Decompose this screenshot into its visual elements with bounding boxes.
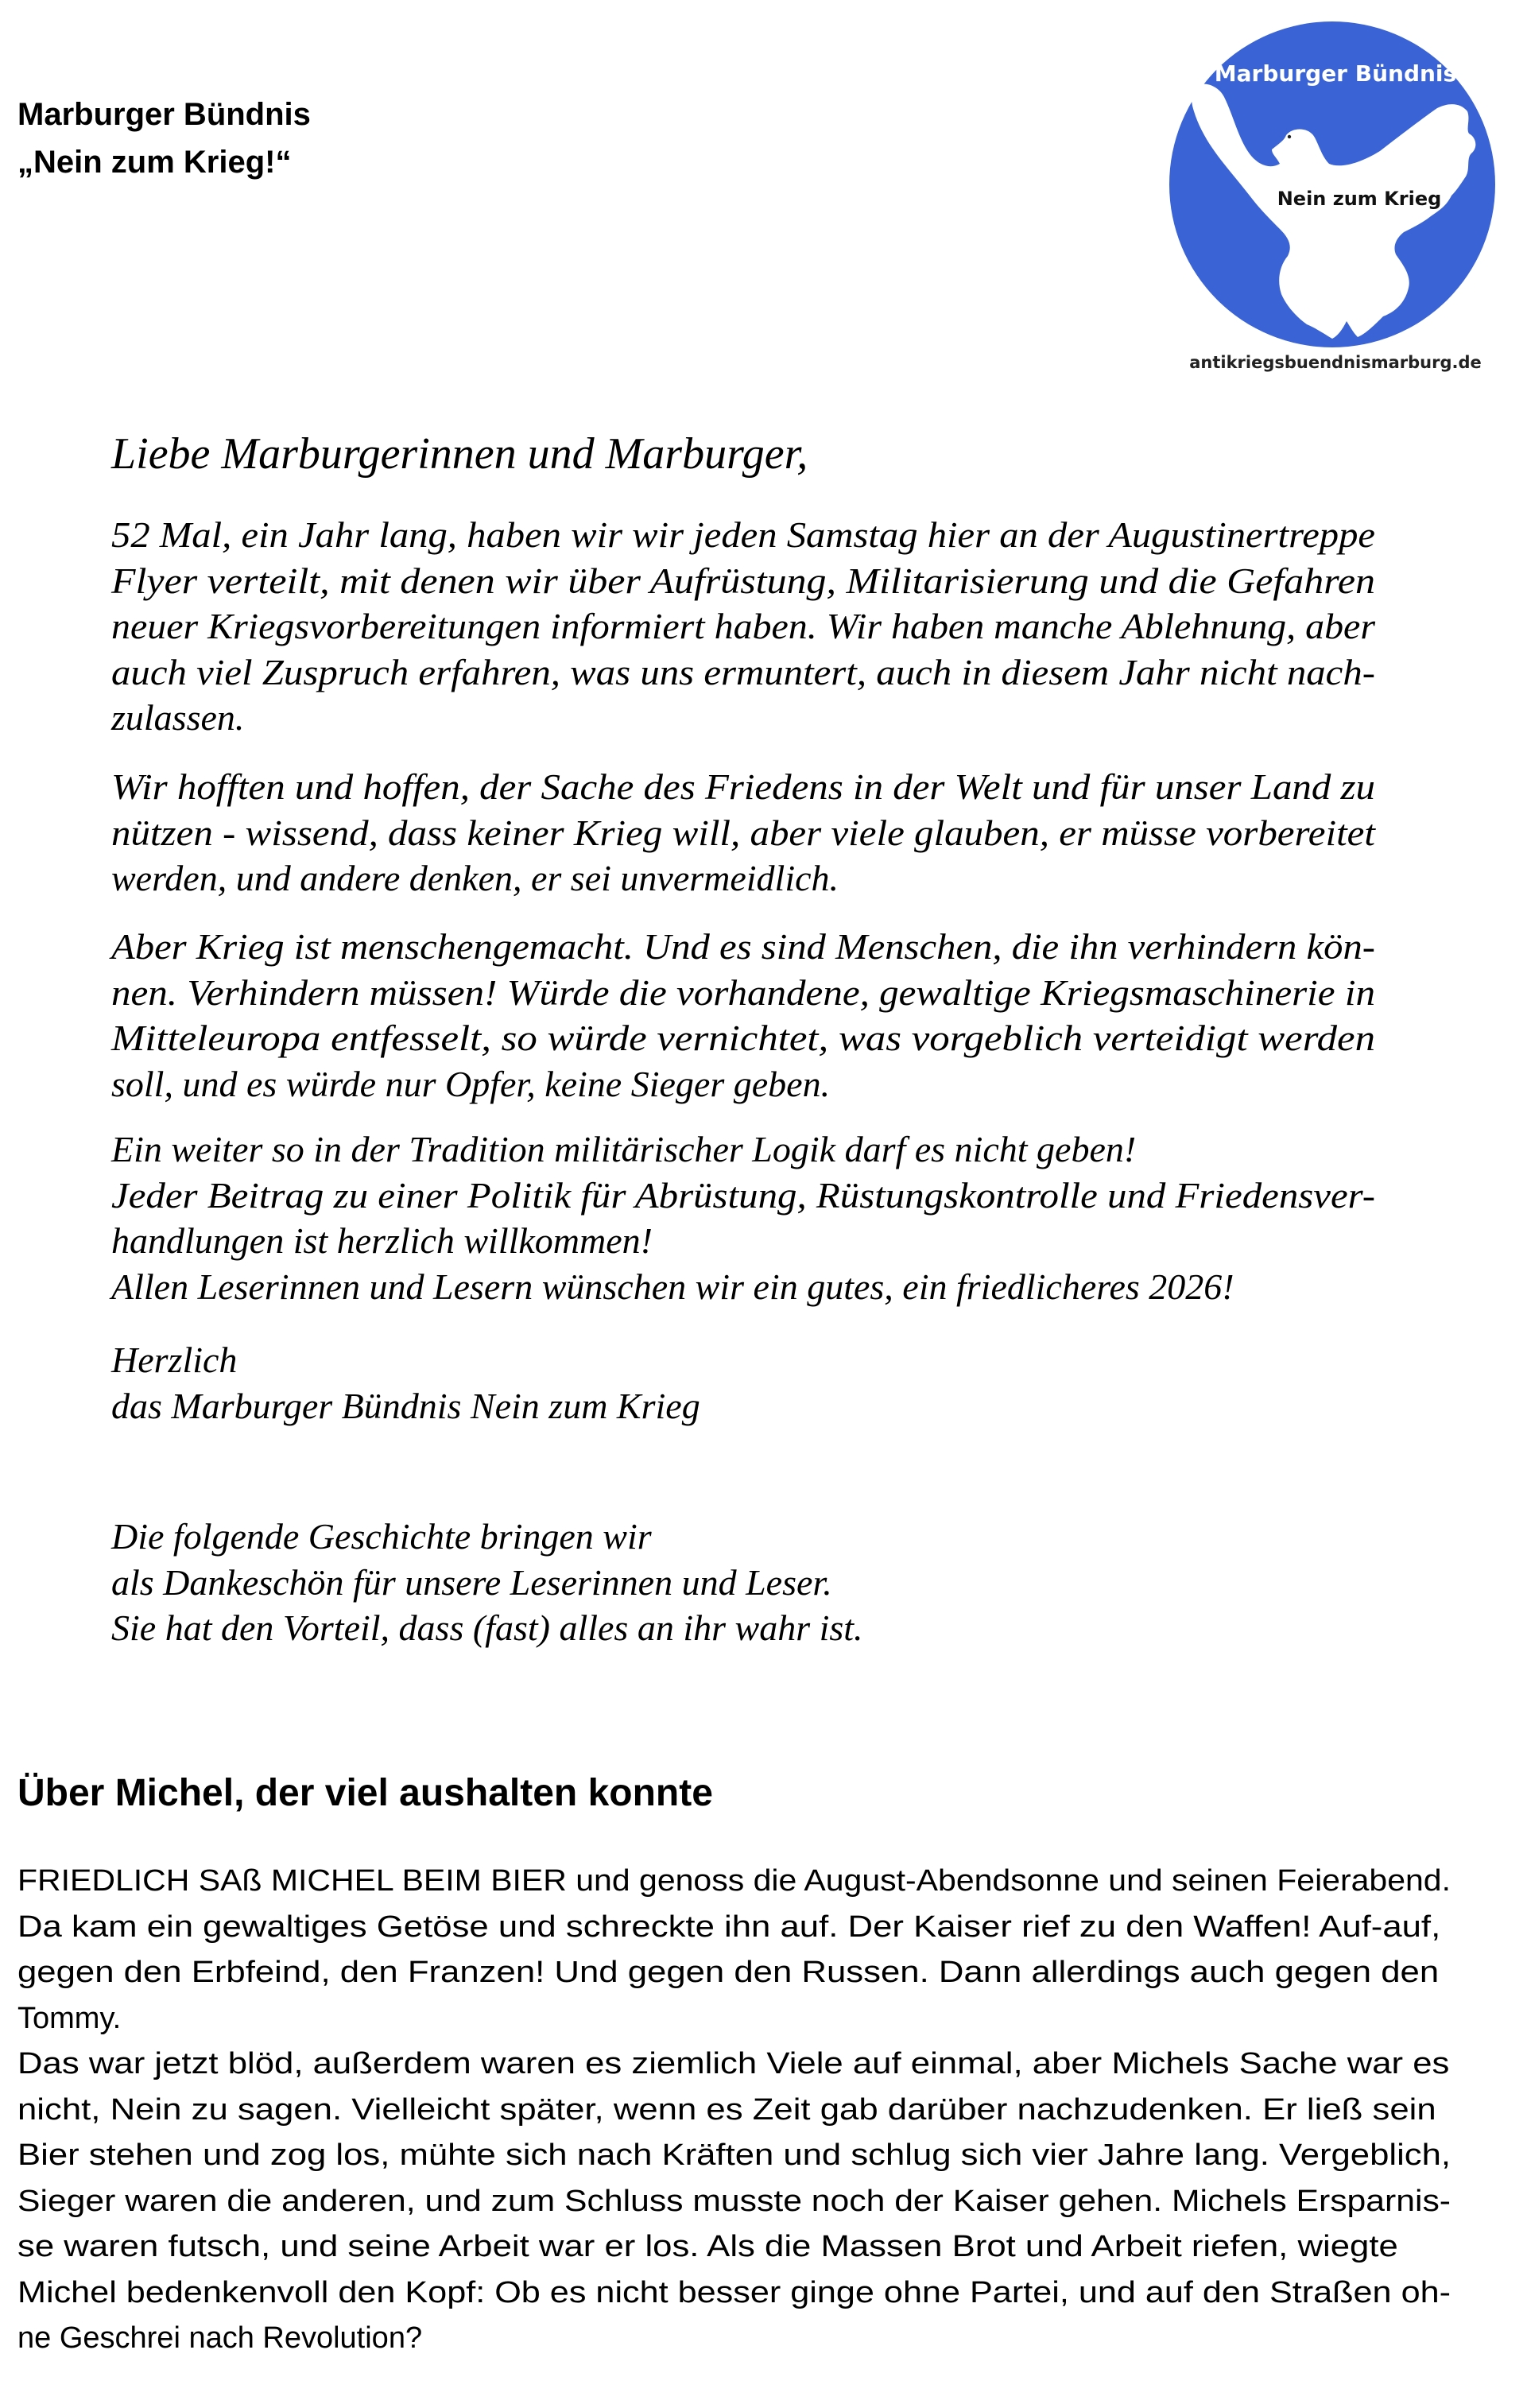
text-line: Ein weiter so in der Tradition militärischer Logik darf es nicht geben! [111,1129,1137,1169]
org-name: Marburger Bündnis [17,97,311,132]
text-line: Michel bedenkenvoll den Kopf: Ob es nicht besser ginge ohne Partei, und auf den Straßen oh- [17,2275,1451,2309]
text-line: nen. Verhindern müssen! Würde die vorhandene, gewaltige Kriegsmaschinerie in [111,971,1375,1013]
text-line: zulassen. [111,697,245,738]
logo-top-text: Marburger Bündnis [1214,60,1457,87]
text-line: gegen den Erbfeind, den Franzen! Und gegen den Russen. Dann allerdings auch gegen den [17,1956,1440,1989]
organization-header [17,91,311,186]
text-line: Sie hat den Vorteil, dass (fast) alles an ihr wahr ist. [111,1607,863,1648]
text-line: als Dankeschön für unsere Leserinnen und Leser. [111,1561,832,1603]
text-line: Wir hofften und hoffen, der Sache des Friedens in der Welt und für unser Land zu [111,766,1375,807]
text-line: Aber Krieg ist menschengemacht. Und es sind Menschen, die ihn verhindern kön- [111,926,1375,967]
text-line: 52 Mal, ein Jahr lang, haben wir wir jeden Samstag hier an der Augustinertreppe [111,514,1375,555]
letter-signoff [111,1337,1375,1429]
letter-greeting: Liebe Marburgerinnen und Marburger, [111,429,808,479]
text-line: werden, und andere denken, er sei unvermeidlich. [111,858,839,898]
story-body [17,1859,1451,2362]
org-slogan: „Nein zum Krieg!“ [17,145,292,180]
text-line: nicht, Nein zu sagen. Vielleicht später, wenn es Zeit gab darüber nachzudenken. Er ließ sein [17,2092,1436,2127]
text-line: nützen - wissend, dass keiner Krieg will, aber viele glauben, er müsse vorbereitet [111,812,1375,853]
text-line: Das war jetzt blöd, außerdem waren es ziemlich Viele auf einmal, aber Michels Sache war es [17,2047,1450,2080]
story-title: Über Michel, der viel aushalten konnte [17,1772,713,1814]
text-line: Tommy. [17,2001,122,2035]
logo-url: antikriegsbuendnismarburg.de [1189,353,1482,372]
letter-paragraph [111,924,1375,1107]
closing: Herzlich [111,1340,238,1380]
text-line: auch viel Zuspruch erfahren, was uns ermuntert, auch in diesem Jahr nicht nach- [111,651,1375,692]
text-line: FRIEDLICH SAß MICHEL BEIM BIER und genoss die August-Abendsonne und seinen Feierabend. [17,1864,1451,1898]
signature: das Marburger Bündnis Nein zum Krieg [111,1385,700,1426]
text-line: Sieger waren die anderen, und zum Schluss musste noch der Kaiser gehen. Michels Ersparnis- [17,2184,1451,2218]
text-line: handlungen ist herzlich willkommen! [111,1220,653,1261]
logo-graphic [1145,0,1527,382]
text-line: se waren futsch, und seine Arbeit war er los. Als die Massen Brot und Arbeit riefen, wiegte [17,2230,1398,2263]
text-line: soll, und es würde nur Opfer, keine Sieger geben. [111,1063,831,1104]
text-line: Jeder Beitrag zu einer Politik für Abrüstung, Rüstungskontrolle und Friedensver- [111,1174,1375,1216]
letter-paragraph [111,512,1375,741]
text-line: Mitteleuropa entfesselt, so würde vernichtet, was vorgeblich verteidigt werden [111,1018,1375,1058]
text-line: Die folgende Geschichte bringen wir [111,1516,652,1557]
text-line: Bier stehen und zog los, mühte sich nach Kräften und schlug sich vier Jahre lang. Vergeblich, [17,2139,1451,2172]
logo-center-text: Nein zum Krieg [1277,188,1442,210]
letter-paragraph [111,1126,1375,1309]
text-line: Flyer verteilt, mit denen wir über Aufrüstung, Militarisierung und die Gefahren [111,560,1375,601]
text-line: neuer Kriegsvorbereitungen informiert haben. Wir haben manche Ablehnung, aber [111,606,1375,646]
logo [1145,0,1527,382]
text-line: ne Geschrei nach Revolution? [17,2321,423,2355]
text-line: Da kam ein gewaltiges Getöse und schreckte ihn auf. Der Kaiser rief zu den Waffen! Auf-auf, [17,1910,1441,1944]
text-line: Allen Leserinnen und Lesern wünschen wir ein gutes, ein friedlicheres 2026! [111,1266,1234,1307]
dove-eye [1288,135,1291,138]
story-intro [111,1514,1375,1651]
letter-paragraph [111,764,1375,902]
